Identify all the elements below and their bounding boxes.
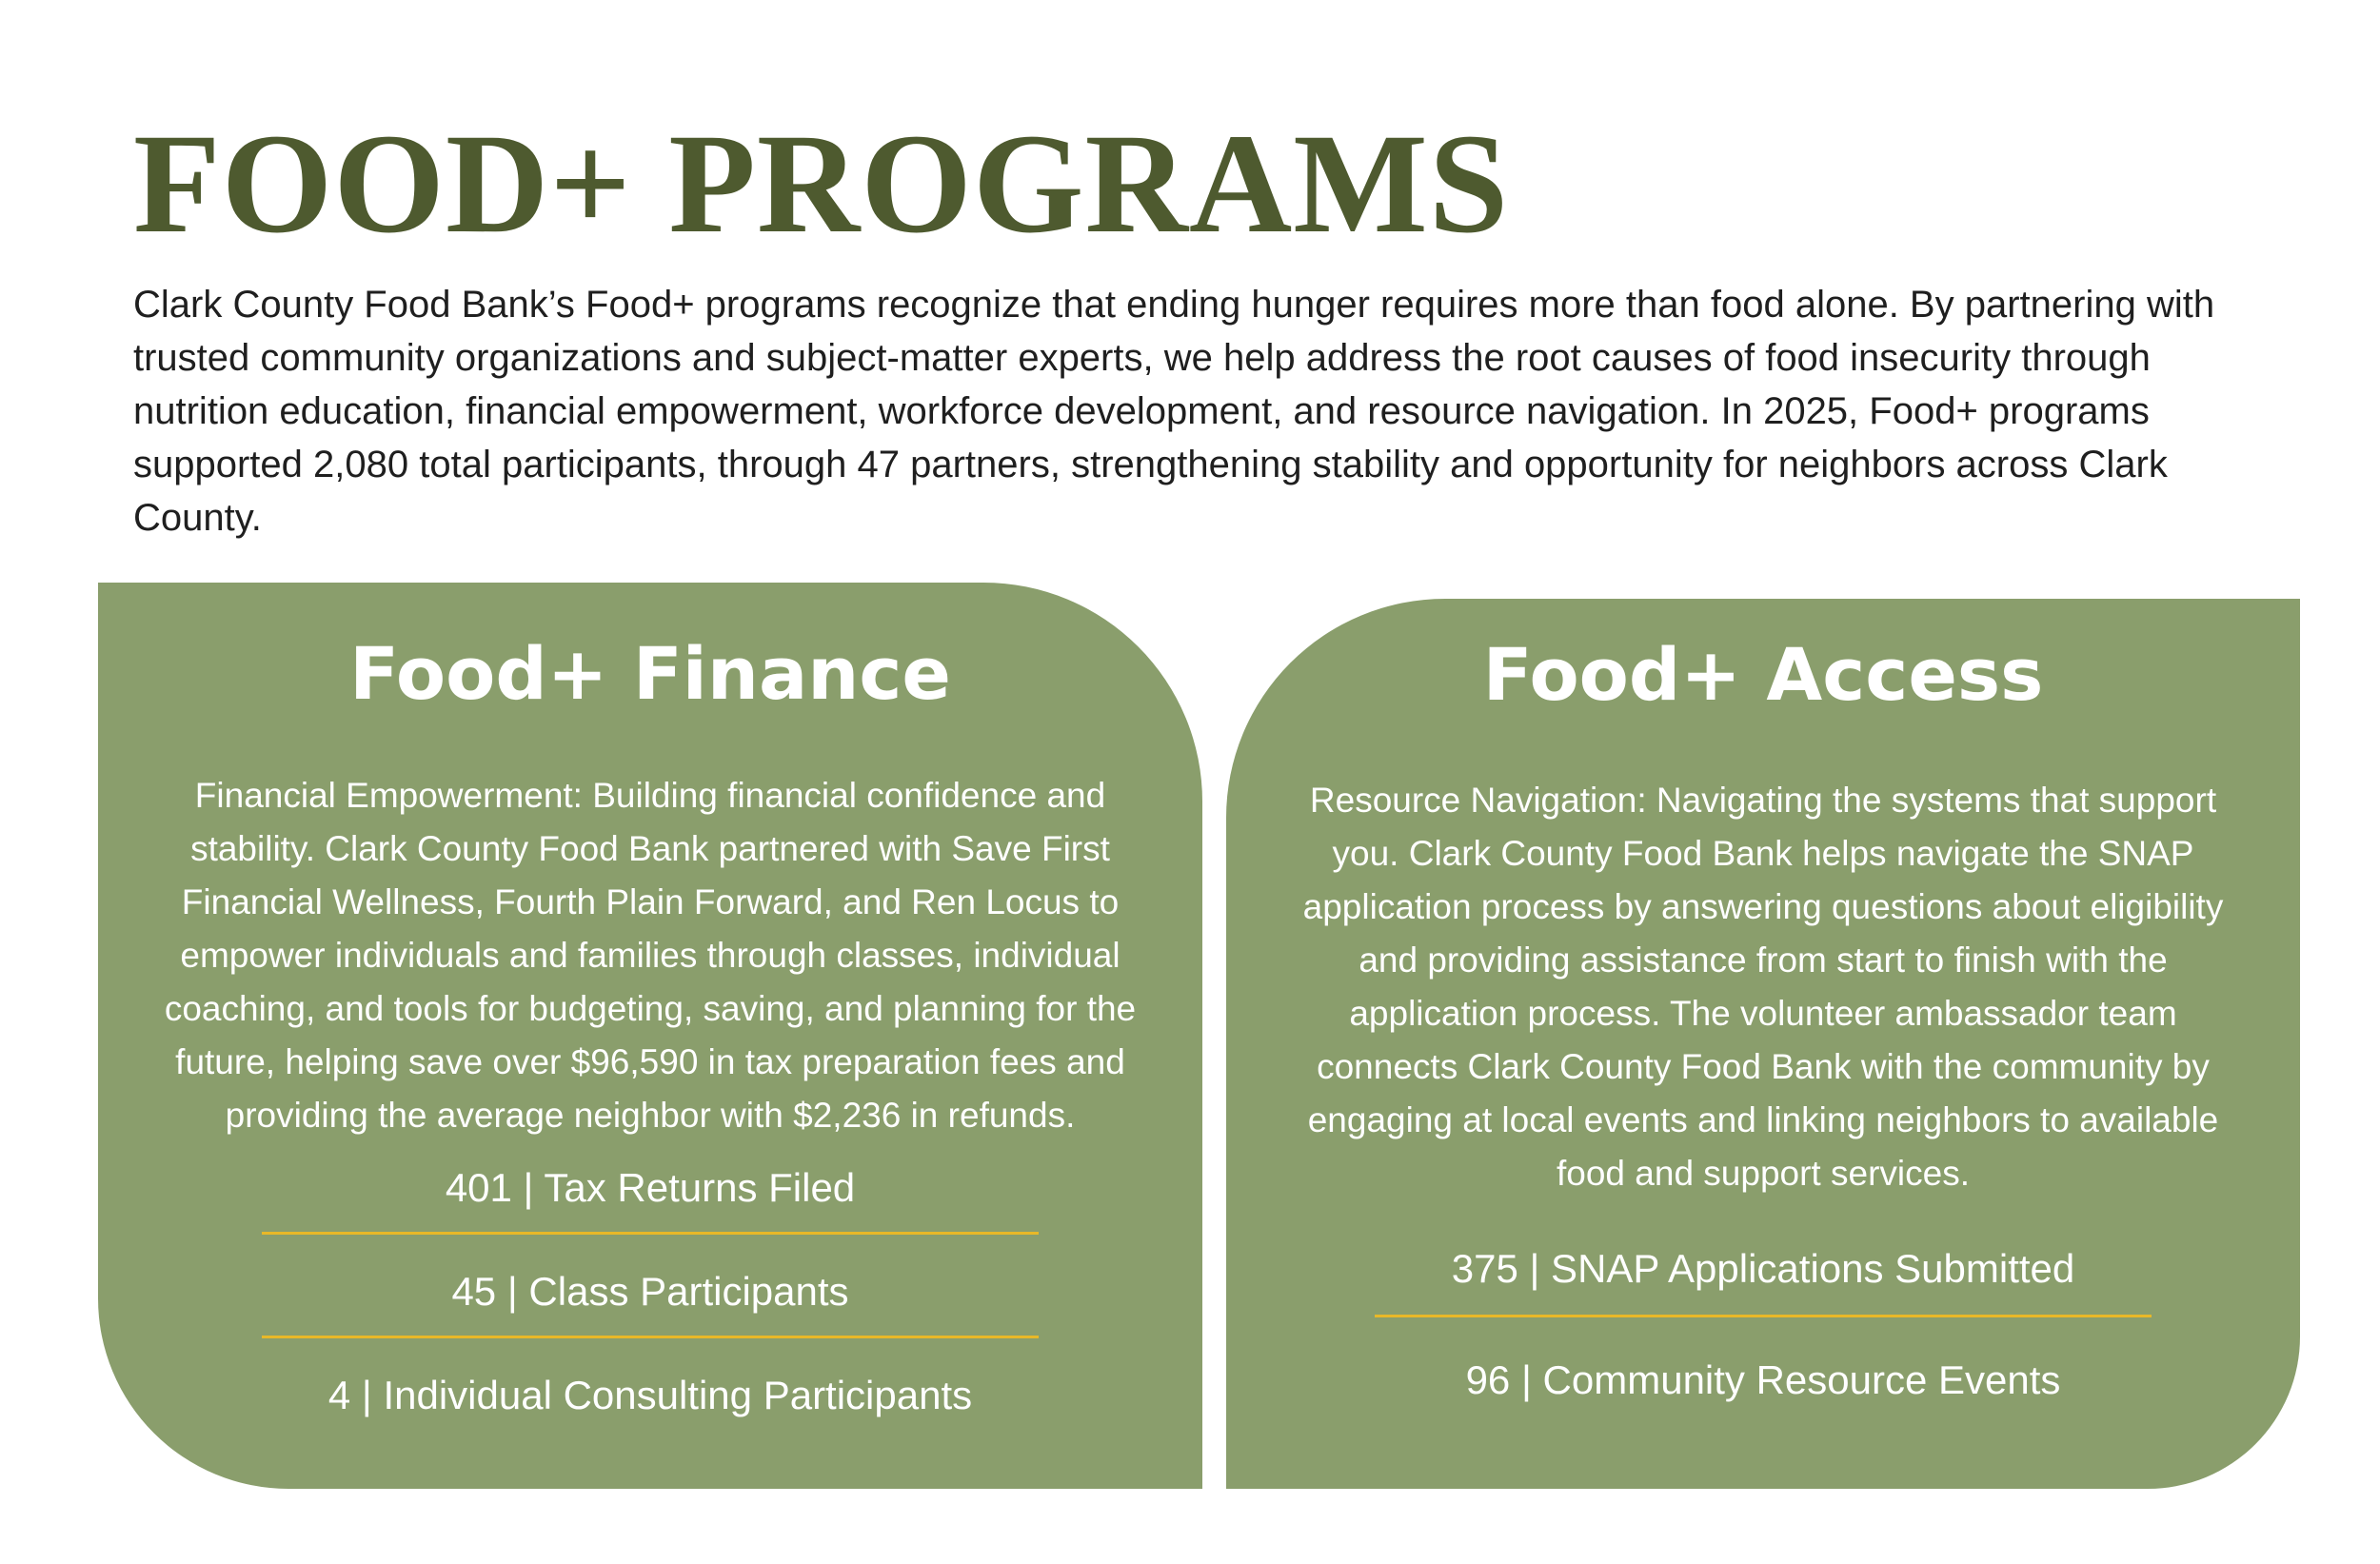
intro-paragraph: Clark County Food Bank’s Food+ programs recognize that ending hunger requires more than food alone. By partnering with trusted community organizations and subject-matter experts, we help address the root causes of food insecurity through nutrition education, financial empowerment, workforce development, and resource navigation. In 2025, Food+ programs supported 2,080 total participants, through 47 partners, strengthening stability and opportunity for neighbors across Clark County. — [133, 284, 2215, 539]
page-title: FOOD+ PROGRAMS — [133, 105, 1510, 263]
access-stats-list — [1226, 1242, 2300, 1407]
card-title-finance: Food+ Finance — [349, 631, 951, 716]
food-plus-access-card — [1226, 599, 2300, 1489]
finance-stats-list — [98, 1161, 1202, 1422]
stat-divider — [262, 1232, 1039, 1235]
food-plus-finance-card — [98, 583, 1202, 1489]
stat-community-events: 96 | Community Resource Events — [1465, 1357, 2061, 1402]
card-body-access: Resource Navigation: Navigating the systems that support you. Clark County Food Bank helps navigate the SNAP application process by answering questions about eligibility and providing assistance from start to finish with the application process. The volunteer ambassador team connects Clark County Food Bank with the community by engaging at local events and linking neighbors to available food and support services. — [1302, 781, 2224, 1193]
stat-tax-returns: 401 | Tax Returns Filed — [445, 1165, 856, 1210]
card-title-access: Food+ Access — [1482, 632, 2044, 717]
card-body-finance: Financial Empowerment: Building financial confidence and stability. Clark County Food Bank partnered with Save First Financial Wellness, Fourth Plain Forward, and Ren Locus to empower individuals and families through classes, individual coaching, and tools for budgeting, saving, and planning for the future, helping save over $96,590 in tax preparation fees and providing the average neighbor with $2,236 in refunds. — [164, 776, 1137, 1135]
stat-snap-applications: 375 | SNAP Applications Submitted — [1451, 1246, 2075, 1291]
stat-consulting-participants: 4 | Individual Consulting Participants — [327, 1373, 973, 1417]
stat-divider — [262, 1336, 1039, 1338]
stat-class-participants: 45 | Class Participants — [451, 1269, 849, 1314]
stat-divider — [1375, 1315, 2152, 1317]
